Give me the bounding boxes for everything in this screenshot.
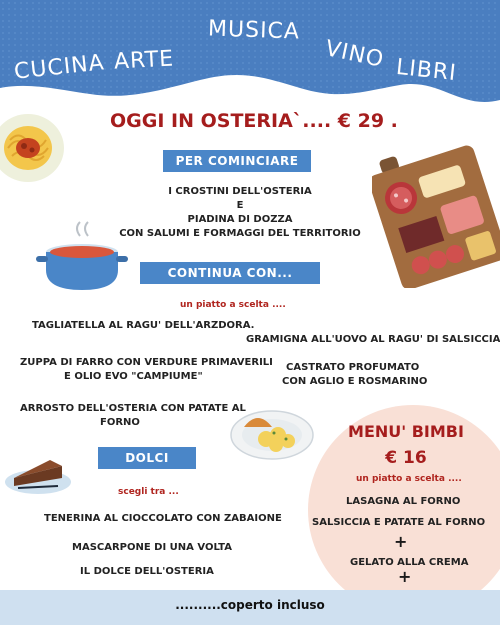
- kids-menu-title: MENU' BIMBI: [348, 422, 464, 441]
- main-dish-gramigna: GRAMIGNA ALL'UOVO AL RAGU' DI SALSICCIA: [246, 334, 500, 345]
- kids-item-lasagna: LASAGNA AL FORNO: [346, 496, 461, 507]
- footer-note: ..........coperto incluso: [175, 598, 325, 612]
- kids-plus-1: +: [394, 532, 408, 551]
- section-continua-con: CONTINUA CON...: [140, 262, 320, 284]
- starter-line-4: CON SALUMI E FORMAGGI DEL TERRITORIO: [119, 228, 361, 239]
- tortelli-plate-icon: [230, 405, 314, 461]
- banner-word-vino: VINO: [323, 36, 387, 73]
- kids-menu-price: € 16: [385, 448, 427, 468]
- main-dish-zuppa-line-2: E OLIO EVO "CAMPIUME": [64, 371, 203, 382]
- kids-menu-subtitle: un piatto a scelta ....: [356, 474, 462, 484]
- dessert-mascarpone: MASCARPONE DI UNA VOLTA: [72, 542, 232, 553]
- banner-word-cucina: CUCINA: [12, 50, 106, 85]
- banner-word-arte: ARTE: [113, 46, 175, 75]
- charcuterie-board-icon: [372, 142, 500, 288]
- soup-pot-icon: [36, 218, 128, 294]
- main-dish-arrosto-line-1: ARROSTO DELL'OSTERIA CON PATATE AL: [20, 403, 246, 414]
- main-dish-arrosto-line-2: FORNO: [100, 417, 140, 428]
- dessert-dolce-osteria: IL DOLCE DELL'OSTERIA: [80, 566, 214, 577]
- main-dish-zuppa-line-1: ZUPPA DI FARRO CON VERDURE PRIMAVERILI: [20, 357, 273, 368]
- dessert-tenerina: TENERINA AL CIOCCOLATO CON ZABAIONE: [44, 513, 282, 524]
- main-dish-tagliatella: TAGLIATELLA AL RAGU' DELL'ARZDORA.: [32, 320, 255, 331]
- pasta-plate-icon: [0, 110, 66, 184]
- kids-plus-2: +: [398, 567, 412, 586]
- banner-word-libri: LIBRI: [394, 54, 458, 87]
- section-dolci: DOLCI: [98, 447, 196, 469]
- desserts-subtitle: scegli tra ...: [118, 487, 179, 497]
- kids-item-gelato: GELATO ALLA CREMA: [350, 557, 469, 568]
- section-per-cominciare: PER COMINCIARE: [163, 150, 311, 172]
- banner-word-musica: MUSICA: [207, 16, 301, 45]
- cake-slice-icon: [4, 448, 74, 496]
- starter-line-1: I CROSTINI DELL'OSTERIA: [168, 186, 312, 197]
- continue-subtitle: un piatto a scelta ....: [180, 300, 286, 310]
- kids-item-salsiccia: SALSICCIA E PATATE AL FORNO: [312, 517, 486, 528]
- page-title: OGGI IN OSTERIA`.... € 29 .: [110, 110, 398, 132]
- main-dish-castrato-line-2: CON AGLIO E ROSMARINO: [282, 376, 428, 387]
- starter-line-3: PIADINA DI DOZZA: [187, 214, 293, 225]
- main-dish-castrato-line-1: CASTRATO PROFUMATO: [286, 362, 420, 373]
- starter-line-2: E: [236, 200, 244, 211]
